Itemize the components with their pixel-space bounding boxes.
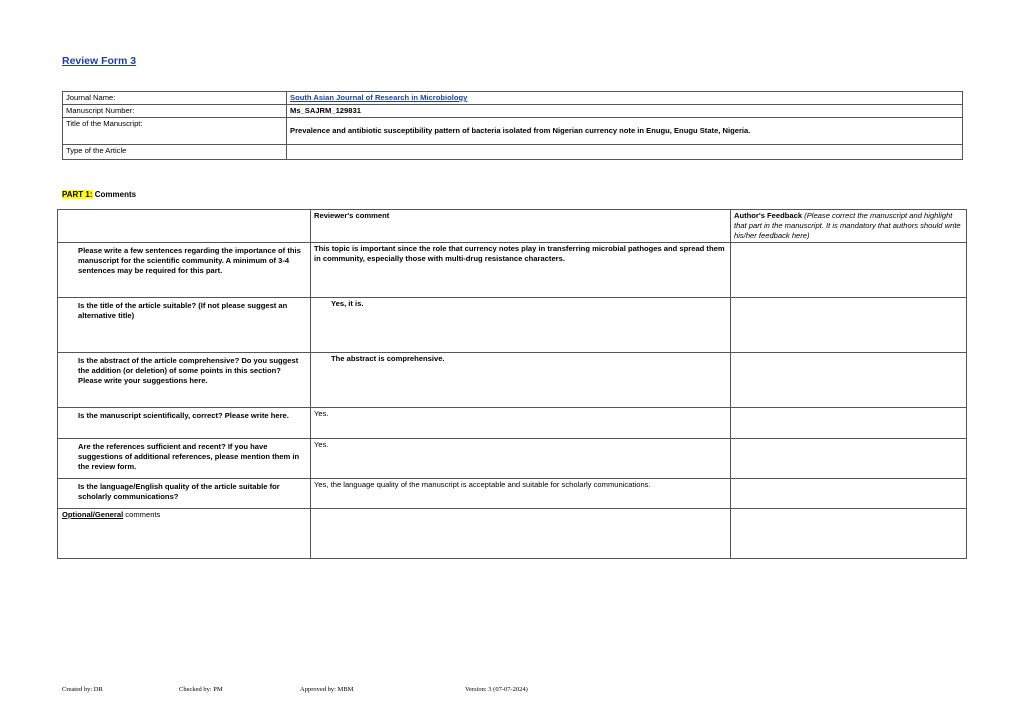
- part1-label: PART 1:: [62, 190, 93, 199]
- comment-row-language: [58, 479, 967, 509]
- question-scientific: Is the manuscript scientifically, correct? Please write here.: [58, 408, 311, 439]
- answer-title[interactable]: Yes, it is.: [311, 298, 731, 353]
- optional-general-title: Optional/General: [62, 510, 124, 519]
- author-feedback-title: Author's Feedback: [734, 211, 803, 220]
- feedback-optional[interactable]: [731, 509, 967, 559]
- manuscript-title-label: Title of the Manuscript:: [63, 118, 287, 145]
- manuscript-info-table: [62, 91, 963, 160]
- comment-row-title: [58, 298, 967, 353]
- form-title: Review Form 3: [62, 55, 137, 67]
- article-type-row: [63, 145, 963, 160]
- feedback-references[interactable]: [731, 439, 967, 479]
- footer-created: Created by: DR: [62, 686, 103, 693]
- answer-references[interactable]: Yes.: [311, 439, 731, 479]
- journal-row: [63, 92, 963, 105]
- feedback-abstract[interactable]: [731, 353, 967, 408]
- footer-checked: Checked by: PM: [179, 686, 223, 693]
- manuscript-title-value: Prevalence and antibiotic susceptibility pattern of bacteria isolated from Nigerian currency note in Enugu, Enugu State, Nigeria.: [287, 118, 963, 145]
- comment-row-abstract: [58, 353, 967, 408]
- comment-row-references: [58, 439, 967, 479]
- question-language: Is the language/English quality of the article suitable for scholarly communications?: [58, 479, 311, 509]
- feedback-importance[interactable]: [731, 243, 967, 298]
- author-feedback-header: [731, 210, 967, 243]
- manuscript-number-label: Manuscript Number:: [63, 105, 287, 118]
- article-type-label: Type of the Article: [63, 145, 287, 160]
- answer-scientific[interactable]: Yes.: [311, 408, 731, 439]
- question-importance: Please write a few sentences regarding the importance of this manuscript for the scientific community. A minimum of 3-4 sentences may be required for this part.: [58, 243, 311, 298]
- answer-optional[interactable]: [311, 509, 731, 559]
- feedback-title[interactable]: [731, 298, 967, 353]
- journal-value-cell: [287, 92, 963, 105]
- feedback-language[interactable]: [731, 479, 967, 509]
- question-references: Are the references sufficient and recent? If you have suggestions of additional references, please mention them in the review form.: [58, 439, 311, 479]
- feedback-scientific[interactable]: [731, 408, 967, 439]
- manuscript-title-row: [63, 118, 963, 145]
- footer-approved: Approved by: MBM: [300, 686, 354, 693]
- author-feedback-instructions: (Please correct the manuscript and highlight that part in the manuscript. It is mandatory that authors should write his/her feedback here): [734, 211, 961, 240]
- comments-header-row: [58, 210, 967, 243]
- journal-label: Journal Name:: [63, 92, 287, 105]
- comment-row-optional: [58, 509, 967, 559]
- optional-general-comments: comments: [123, 510, 161, 519]
- manuscript-number-value: Ms_SAJRM_129831: [287, 105, 963, 118]
- manuscript-number-row: [63, 105, 963, 118]
- comment-row-scientific: [58, 408, 967, 439]
- reviewer-comment-header: Reviewer's comment: [311, 210, 731, 243]
- question-title: Is the title of the article suitable? (If not please suggest an alternative title): [58, 298, 311, 353]
- question-abstract: Is the abstract of the article comprehensive? Do you suggest the addition (or deletion) of some points in this section? Please write your suggestions here.: [58, 353, 311, 408]
- footer-version: Version: 3 (07-07-2024): [465, 686, 528, 693]
- journal-link[interactable]: South Asian Journal of Research in Microbiology: [290, 93, 468, 102]
- header-blank-cell: [58, 210, 311, 243]
- comments-table: [57, 209, 967, 559]
- answer-importance[interactable]: This topic is important since the role that currency notes play in transferring microbial pathoges and spread them in community, especially those with multi-drug resistance characters.: [311, 243, 731, 298]
- answer-language[interactable]: Yes, the language quality of the manuscript is acceptable and suitable for scholarly communications.: [311, 479, 731, 509]
- part1-heading: [62, 190, 136, 199]
- article-type-value[interactable]: [287, 145, 963, 160]
- optional-general-label: [58, 509, 311, 559]
- answer-abstract[interactable]: The abstract is comprehensive.: [311, 353, 731, 408]
- part1-comments-label: Comments: [92, 190, 137, 199]
- comment-row-importance: [58, 243, 967, 298]
